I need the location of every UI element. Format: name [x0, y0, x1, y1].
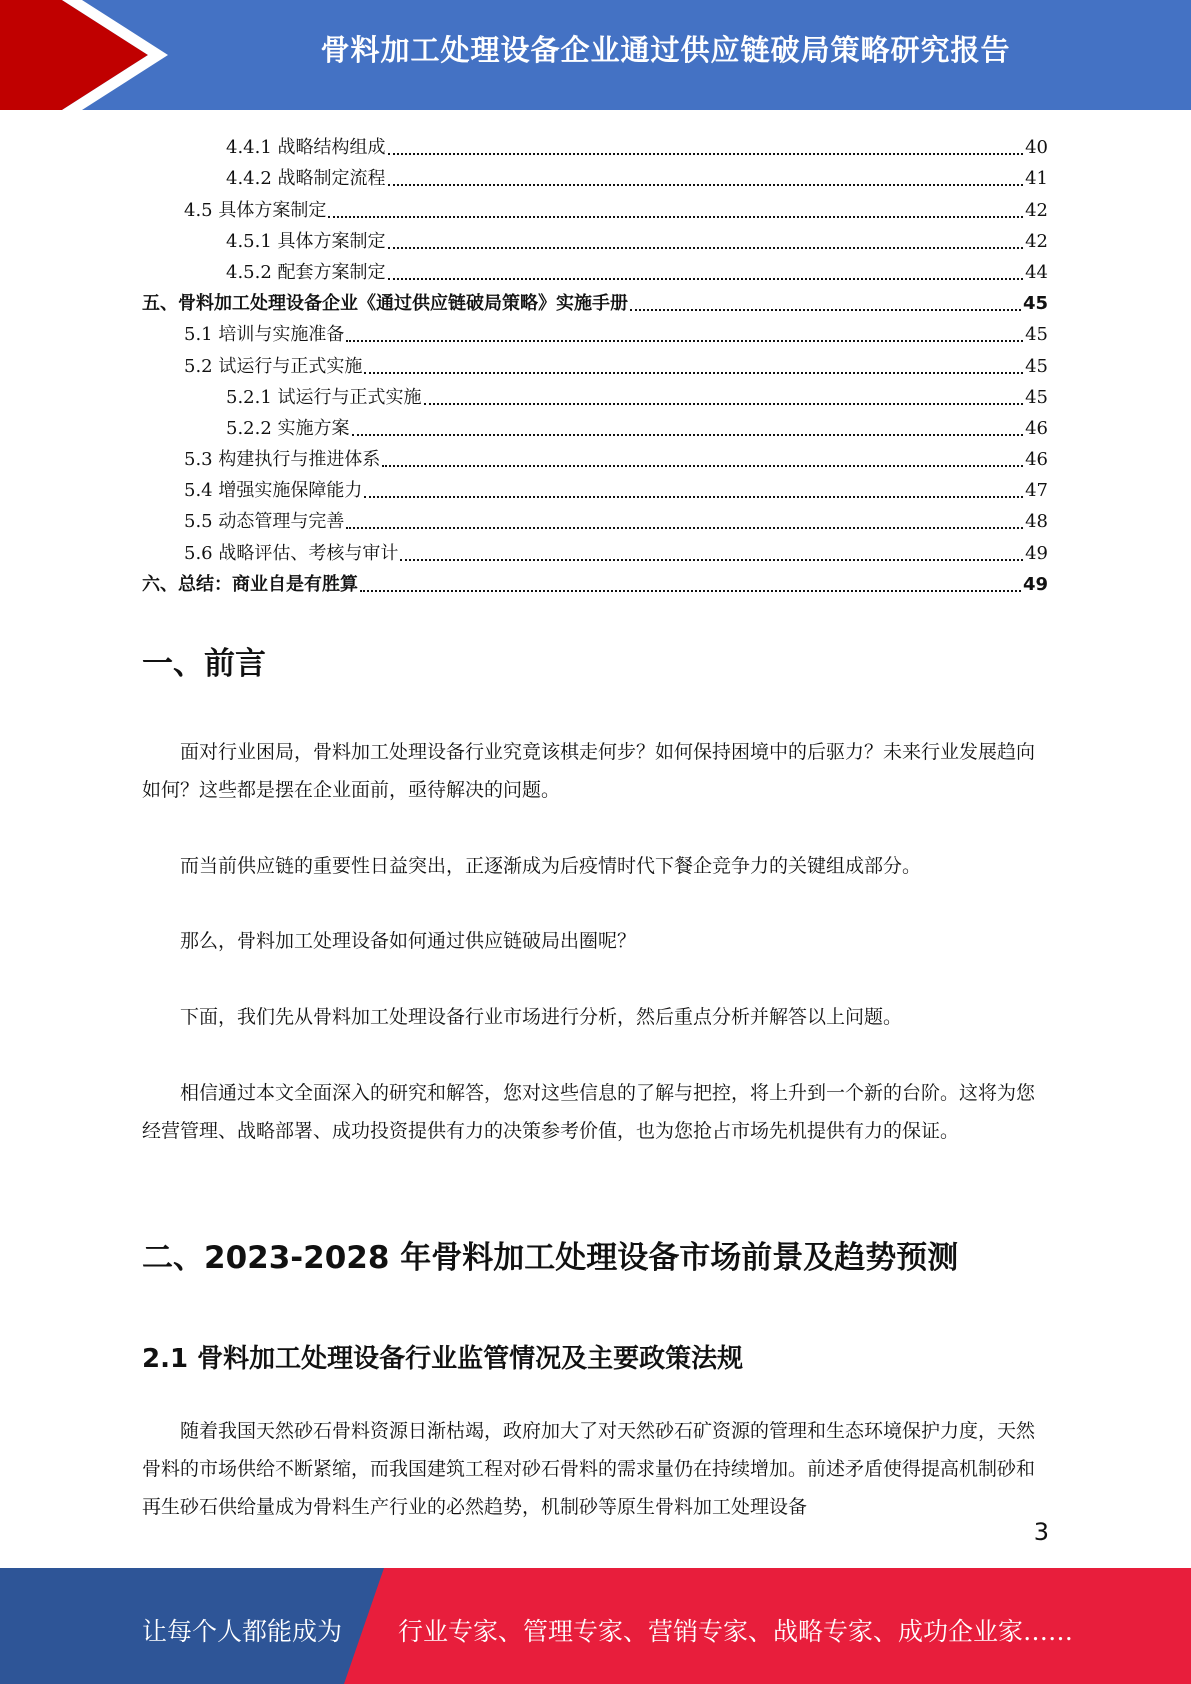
- toc-entry[interactable]: [142, 192, 1048, 223]
- page-header: [0, 0, 1191, 110]
- toc-entry-page: 45: [1025, 324, 1048, 346]
- toc-entry-label: 5.5 动态管理与完善: [184, 511, 345, 533]
- toc-entry[interactable]: [142, 348, 1048, 379]
- toc-entry-page: 44: [1025, 261, 1048, 283]
- toc-entry-label: 5.2 试运行与正式实施: [184, 355, 363, 377]
- toc-dot-leader: [388, 183, 1024, 186]
- toc-entry-label: 5.1 培训与实施准备: [184, 324, 345, 346]
- table-of-contents: [142, 130, 1048, 598]
- toc-entry-page: 45: [1022, 293, 1048, 315]
- toc-entry[interactable]: [142, 535, 1048, 566]
- paragraph: 而当前供应链的重要性日益突出，正逐渐成为后疫情时代下餐企竞争力的关键组成部分。: [180, 855, 922, 877]
- toc-entry-label: 五、骨料加工处理设备企业《通过供应链破局策略》实施手册: [142, 293, 628, 315]
- toc-entry[interactable]: [142, 317, 1048, 348]
- toc-entry-label: 5.6 战略评估、考核与审计: [184, 542, 399, 564]
- paragraph: 那么，骨料加工处理设备如何通过供应链破局出圈呢？: [180, 930, 637, 952]
- toc-entry[interactable]: [142, 255, 1048, 286]
- toc-entry-label: 4.5 具体方案制定: [184, 199, 327, 221]
- paragraph: 随着我国天然砂石骨料资源日渐枯竭，政府加大了对天然砂石矿资源的管理和生态环境保护力度，天然骨料的市场供给不断紧缩，而我国建筑工程对砂石骨料的需求量仍在持续增加。前述矛盾使得提高机制砂和再生砂石供给量成为骨料生产行业的必然趋势，机制砂等原生骨料加工处理设备: [142, 1420, 1036, 1518]
- toc-entry-page: 49: [1025, 542, 1048, 564]
- toc-entry-page: 45: [1025, 386, 1048, 408]
- toc-entry[interactable]: [142, 224, 1048, 255]
- toc-entry-label: 5.3 构建执行与推进体系: [184, 449, 381, 471]
- toc-dot-leader: [424, 402, 1024, 405]
- toc-entry[interactable]: [142, 504, 1048, 535]
- footer-slogan-left: 让每个人都能成为: [142, 1617, 343, 1646]
- toc-entry-page: 47: [1025, 480, 1048, 502]
- toc-dot-leader: [328, 215, 1023, 218]
- toc-entry-label: 5.4 增强实施保障能力: [184, 480, 363, 502]
- subsection-heading: 2.1 骨料加工处理设备行业监管情况及主要政策法规: [142, 1344, 744, 1374]
- toc-entry[interactable]: [142, 380, 1048, 411]
- toc-entry-page: 42: [1025, 199, 1048, 221]
- toc-entry[interactable]: [142, 161, 1048, 192]
- toc-entry-label: 5.2.1 试运行与正式实施: [226, 386, 422, 408]
- toc-entry-page: 49: [1022, 573, 1048, 595]
- toc-dot-leader: [388, 277, 1024, 280]
- toc-entry[interactable]: [142, 130, 1048, 161]
- section-heading-preface: 一、前言: [142, 646, 266, 682]
- toc-dot-leader: [364, 371, 1023, 374]
- page-number: 3: [1033, 1518, 1049, 1546]
- toc-dot-leader: [400, 558, 1023, 561]
- toc-dot-leader: [630, 308, 1021, 311]
- toc-entry-label: 4.5.2 配套方案制定: [226, 261, 386, 283]
- footer-slogan-right: 行业专家、管理专家、营销专家、战略专家、成功企业家……: [398, 1617, 1074, 1646]
- paragraph: 相信通过本文全面深入的研究和解答，您对这些信息的了解与把控，将上升到一个新的台阶。这将为您经营管理、战略部署、成功投资提供有力的决策参考价值，也为您抢占市场先机提供有力的保证。: [142, 1082, 1036, 1142]
- toc-entry-page: 46: [1025, 449, 1048, 471]
- toc-entry-label: 六、总结：商业自是有胜算: [142, 573, 358, 595]
- paragraph: 下面，我们先从骨料加工处理设备行业市场进行分析，然后重点分析并解答以上问题。: [180, 1006, 903, 1028]
- toc-entry[interactable]: [142, 442, 1048, 473]
- toc-dot-leader: [364, 495, 1023, 498]
- toc-entry[interactable]: [142, 473, 1048, 504]
- toc-entry-page: 48: [1025, 511, 1048, 533]
- toc-entry-page: 40: [1025, 137, 1048, 159]
- toc-entry-label: 5.2.2 实施方案: [226, 417, 350, 439]
- section-heading-market-forecast: 二、2023-2028 年骨料加工处理设备市场前景及趋势预测: [142, 1240, 959, 1276]
- page-footer: [0, 1568, 1191, 1684]
- toc-dot-leader: [388, 152, 1024, 155]
- toc-entry-label: 4.5.1 具体方案制定: [226, 230, 386, 252]
- toc-dot-leader: [346, 526, 1023, 529]
- toc-entry[interactable]: [142, 567, 1048, 598]
- toc-entry[interactable]: [142, 286, 1048, 317]
- toc-dot-leader: [352, 433, 1024, 436]
- toc-dot-leader: [388, 246, 1024, 249]
- toc-dot-leader: [360, 589, 1021, 592]
- toc-entry-page: 41: [1025, 168, 1048, 190]
- toc-entry-page: 42: [1025, 230, 1048, 252]
- toc-entry-page: 46: [1025, 417, 1048, 439]
- toc-entry-page: 45: [1025, 355, 1048, 377]
- paragraph: 面对行业困局，骨料加工处理设备行业究竟该棋走何步？如何保持困境中的后驱力？未来行业发展趋向如何？这些都是摆在企业面前，亟待解决的问题。: [142, 741, 1036, 801]
- report-title: 骨料加工处理设备企业通过供应链破局策略研究报告: [320, 33, 1011, 67]
- toc-entry[interactable]: [142, 411, 1048, 442]
- toc-entry-label: 4.4.1 战略结构组成: [226, 137, 386, 159]
- toc-dot-leader: [382, 464, 1023, 467]
- toc-dot-leader: [346, 339, 1023, 342]
- toc-entry-label: 4.4.2 战略制定流程: [226, 168, 386, 190]
